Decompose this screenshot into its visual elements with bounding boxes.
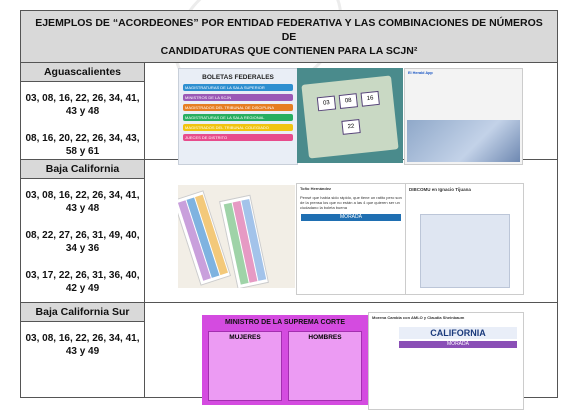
combination: 03, 17, 22, 26, 31, 36, 40, 42 y 49 xyxy=(25,270,140,294)
combination: 08, 22, 27, 26, 31, 49, 40, 34 y 36 xyxy=(25,230,140,254)
ballot-photo xyxy=(178,185,295,288)
post-author: DIBCOMU en Ignacio Tijuana xyxy=(409,187,471,192)
panel-number-box: 08 xyxy=(339,93,358,109)
post-author: Toño Hernández xyxy=(300,186,332,191)
facebook-post-screenshot xyxy=(296,183,406,295)
social-post-screenshot xyxy=(404,68,523,165)
post-banner: CALIFORNIA xyxy=(399,327,517,339)
combination: 03, 08, 16, 22, 26, 34, 41, 43 y 48 xyxy=(25,190,140,214)
boletas-title: BOLETAS FEDERALES xyxy=(202,74,274,81)
table-header xyxy=(21,11,558,63)
state-cell-baja-california xyxy=(21,160,145,303)
post-author: El Herald App xyxy=(408,71,433,75)
combination: 08, 16, 20, 22, 26, 34, 43, 58 y 61 xyxy=(25,133,140,157)
post-photo xyxy=(420,214,510,288)
ballot-panel xyxy=(301,75,398,158)
ballot-panel-photo xyxy=(297,68,403,163)
panel-number-box: 03 xyxy=(317,95,336,111)
boletas-strips xyxy=(179,84,297,141)
men-column xyxy=(288,331,362,401)
women-header: MUJERES xyxy=(229,334,261,341)
state-cell-baja-california-sur xyxy=(21,303,145,398)
ballot-strip: JUECES DE DISTRITO xyxy=(183,134,293,141)
post-heading-bar: MORADA xyxy=(399,341,517,348)
header-line-2: CANDIDATURAS QUE CONTIENEN PARA LA SCJN² xyxy=(160,44,418,57)
ballot-strip: MAGISTRATURAS DE LA SALA SUPERIOR xyxy=(183,84,293,91)
post-author: Morena Cambia con AMLO y Claudia Sheinbaum xyxy=(372,315,465,320)
card-title: MINISTRO DE LA SUPREMA CORTE xyxy=(224,319,346,326)
men-header: HOMBRES xyxy=(308,334,342,341)
state-name: Aguascalientes xyxy=(21,63,144,82)
ballot-strip: MAGISTRATURAS DE LA SALA REGIONAL xyxy=(183,114,293,121)
combination: 03, 08, 16, 22, 26, 34, 41, 43 y 49 xyxy=(25,333,140,357)
boletas-federales-image xyxy=(178,68,298,165)
ballot-strip: MAGISTRADOS DEL TRIBUNAL DE DISCIPLINA xyxy=(183,104,293,111)
post-photo xyxy=(407,120,520,162)
header-line-1: EJEMPLOS DE “ACORDEONES” POR ENTIDAD FEDERATIVA Y LAS COMBINACIONES DE NÚMEROS DE xyxy=(35,16,543,43)
suprema-corte-card xyxy=(202,315,368,405)
facebook-post-screenshot-2 xyxy=(405,183,524,295)
state-name: Baja California xyxy=(21,160,144,179)
women-column xyxy=(208,331,282,401)
state-name: Baja California Sur xyxy=(21,303,144,322)
ballot-strip: MINISTROS DE LA SCJN xyxy=(183,94,293,101)
combination: 03, 08, 16, 22, 26, 34, 41, 43 y 48 xyxy=(25,93,140,117)
post-heading-bar: MORADA xyxy=(301,214,401,221)
panel-number-box: 22 xyxy=(341,119,360,135)
panel-number-box: 16 xyxy=(361,91,380,107)
ballot-strip: MAGISTRADOS DEL TRIBUNAL COLEGIADO xyxy=(183,124,293,131)
state-cell-aguascalientes xyxy=(21,63,145,160)
post-body: Pensé que había sido rápido, que tiene un ratito pero son de la prensa los que no están a las 4 que quieren ser un ciudadano la boleta buena xyxy=(300,195,402,210)
facebook-post-screenshot-3 xyxy=(368,312,524,410)
